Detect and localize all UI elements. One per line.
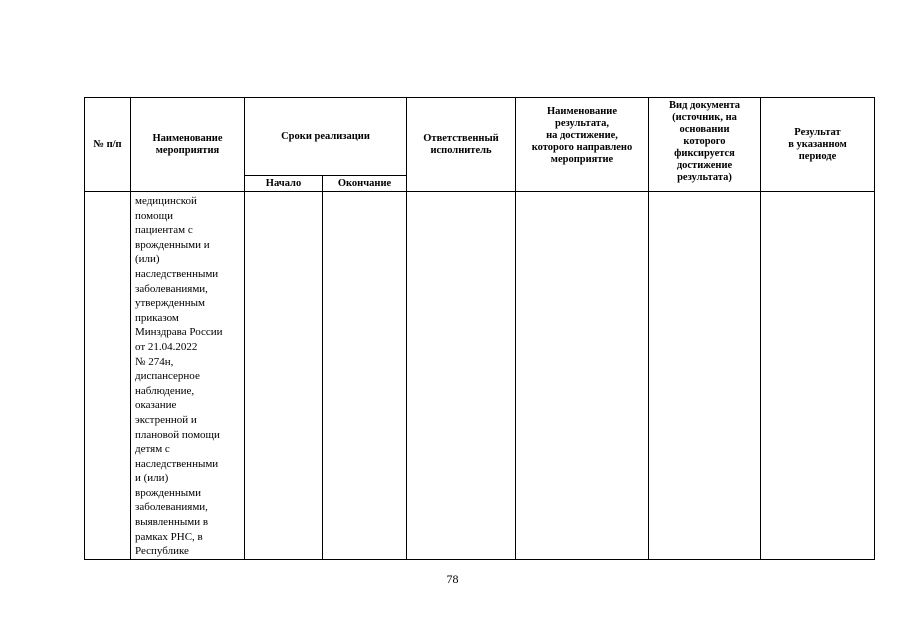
header-activity-name: Наименование мероприятия: [131, 98, 245, 192]
header-start: Начало: [245, 176, 323, 192]
table-row: [85, 192, 875, 560]
cell-start: [245, 192, 323, 560]
header-executor: Ответственный исполнитель: [407, 98, 516, 192]
cell-result-name: [516, 192, 649, 560]
header-end: Окончание: [323, 176, 407, 192]
cell-document-type: [649, 192, 761, 560]
activity-text: медицинской помощи пациентам с врожденными и (или) наследственными заболеваниями, утвержденным приказом Минздрава России от 21.04.2022 № 274н, диспансерное наблюдение, оказание экстренной и плановой помощи детям с наследственными и (или) врожденными заболеваниями, выявленными в рамках РНС, в Республике: [135, 195, 223, 558]
header-num: № п/п: [85, 98, 131, 192]
cell-end: [323, 192, 407, 560]
activities-table: [84, 97, 875, 560]
header-period: Сроки реализации: [245, 98, 407, 176]
page-number: 78: [446, 572, 459, 586]
header-result: Результат в указанном периоде: [761, 98, 875, 192]
header-row: [85, 98, 875, 176]
cell-activity: [131, 192, 245, 560]
header-document-type: Вид документа (источник, на основании которого фиксируется достижение результата): [649, 98, 761, 192]
header-result-name: Наименование результата, на достижение, которого направлено мероприятие: [516, 98, 649, 192]
cell-executor: [407, 192, 516, 560]
cell-num: [85, 192, 131, 560]
cell-result: [761, 192, 875, 560]
